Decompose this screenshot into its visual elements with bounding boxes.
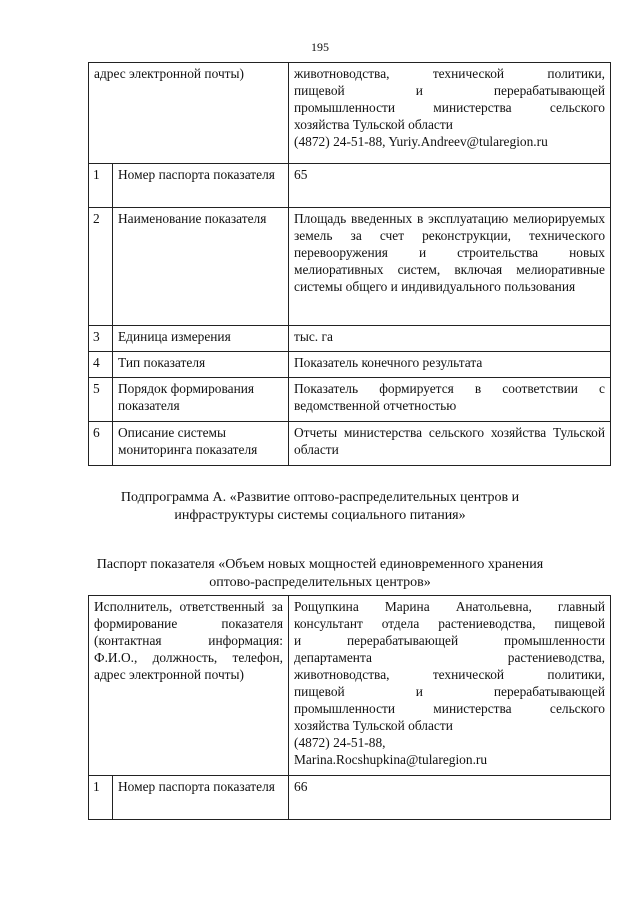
- row-value: 66: [289, 776, 611, 820]
- row-number: 1: [89, 776, 113, 820]
- row-value: Отчеты министерства сельского хозяйства Тульской области: [289, 422, 611, 466]
- table-row: [89, 326, 611, 352]
- executor-value-continuation: животноводства, технической политики, пищевой и перерабатывающей промышленности министерства сельского хозяйства Тульской области (4872) 24-51-88, Yuriy.Andreev@tularegion.ru: [289, 63, 611, 164]
- row-label: Наименование показателя: [113, 208, 289, 326]
- row-label: Тип показателя: [113, 352, 289, 378]
- row-label: Номер паспорта показателя: [113, 776, 289, 820]
- subprogram-heading: Подпрограмма А. «Развитие оптово-распределительных центров и инфраструктуры системы социального питания»: [120, 490, 520, 523]
- table-row: [89, 208, 611, 326]
- indicator-passport-table-66: [88, 595, 611, 820]
- table-row: [89, 776, 611, 820]
- executor-label: Исполнитель, ответственный за формирование показателя (контактная информация: Ф.И.О., должность, телефон, адрес электронной почты): [89, 596, 289, 776]
- executor-value: Рощупкина Марина Анатольевна, главный консультант отдела растениеводства, пищевой и перерабатывающей промышленности департамента растениеводства, животноводства, технической политики, пищевой и перерабатывающей промышленности министерства сельского хозяйства Тульской области (4872) 24-51-88, Marina.Rocshupkina@tularegion.ru: [289, 596, 611, 776]
- row-value: тыс. га: [289, 326, 611, 352]
- executor-label-continuation: адрес электронной почты): [89, 63, 289, 164]
- table-row: [89, 596, 611, 776]
- table-row: [89, 422, 611, 466]
- table-row: [89, 378, 611, 422]
- row-number: 1: [89, 164, 113, 208]
- row-label: Порядок формирования показателя: [113, 378, 289, 422]
- page-number: 195: [311, 40, 329, 54]
- row-number: 6: [89, 422, 113, 466]
- row-number: 5: [89, 378, 113, 422]
- row-number: 2: [89, 208, 113, 326]
- passport-heading: Паспорт показателя «Объем новых мощностей единовременного хранения оптово-распределительных центров»: [96, 557, 544, 590]
- indicator-passport-table-65: [88, 62, 611, 466]
- row-label: Номер паспорта показателя: [113, 164, 289, 208]
- row-label: Единица измерения: [113, 326, 289, 352]
- row-number: 4: [89, 352, 113, 378]
- table-row: [89, 352, 611, 378]
- table-row: [89, 63, 611, 164]
- row-value: Показатель формируется в соответствии с ведомственной отчетностью: [289, 378, 611, 422]
- row-label: Описание системы мониторинга показателя: [113, 422, 289, 466]
- row-value: Площадь введенных в эксплуатацию мелиорируемых земель за счет реконструкции, технического перевооружения и строительства новых мелиоративных систем, включая мелиоративные системы общего и индивидуального пользования: [289, 208, 611, 326]
- table-row: [89, 164, 611, 208]
- row-value: Показатель конечного результата: [289, 352, 611, 378]
- row-number: 3: [89, 326, 113, 352]
- row-value: 65: [289, 164, 611, 208]
